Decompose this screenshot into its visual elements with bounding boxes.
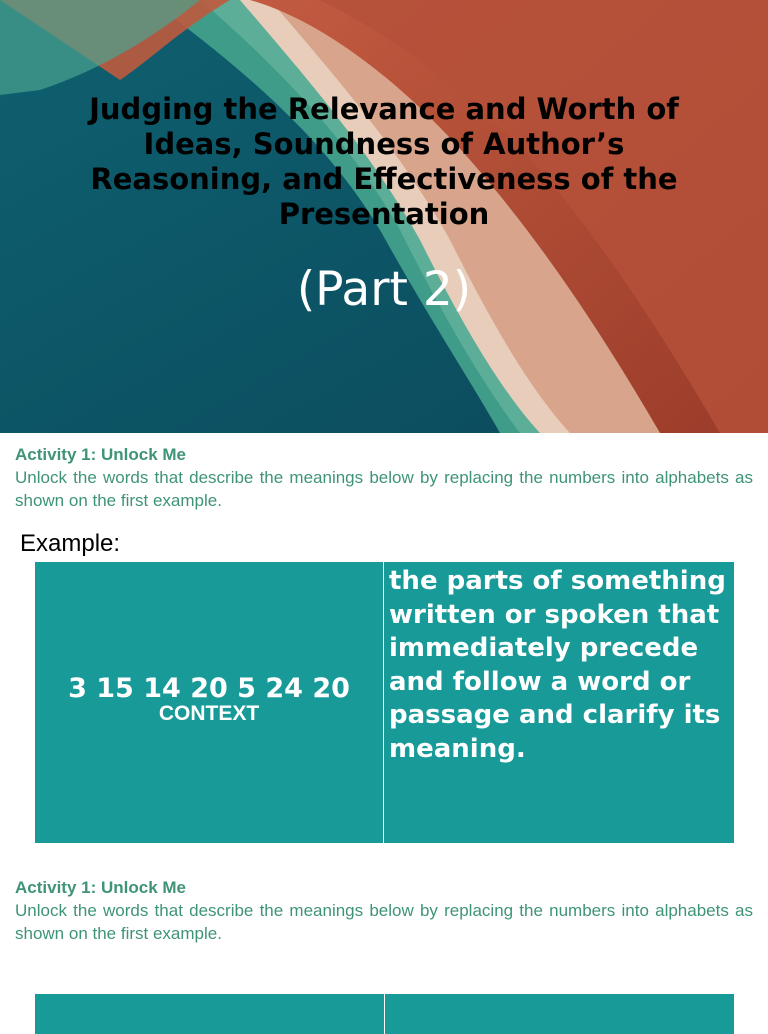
definition-cell	[385, 994, 734, 1034]
answer-table	[35, 994, 734, 1034]
activity-instructions: Unlock the words that describe the meanings below by replacing the numbers into alphabets as shown on the first example.	[15, 468, 753, 510]
number-code: 3 15 14 20 5 24 20	[68, 672, 350, 704]
code-cell	[35, 562, 384, 843]
unlocked-word: CONTEXT	[158, 701, 260, 725]
activity-block	[15, 877, 753, 945]
activity-instructions: Unlock the words that describe the meanings below by replacing the numbers into alphabets as shown on the first example.	[15, 901, 753, 943]
activity-block	[15, 444, 753, 512]
slide-subtitle: (Part 2)	[296, 262, 472, 317]
slide-title: Judging the Relevance and Worth of Ideas, Soundness of Author’s Reasoning, and Effectiveness of the Presentation	[89, 92, 679, 231]
activity-heading: Activity 1: Unlock Me	[15, 445, 186, 464]
activity-heading: Activity 1: Unlock Me	[15, 878, 186, 897]
definition-cell: the parts of something written or spoken that immediately precede and follow a word or passage and clarify its meaning.	[389, 566, 726, 764]
title-slide	[0, 0, 768, 433]
example-table	[35, 562, 734, 843]
example-label: Example:	[20, 530, 121, 557]
code-cell	[35, 994, 385, 1034]
